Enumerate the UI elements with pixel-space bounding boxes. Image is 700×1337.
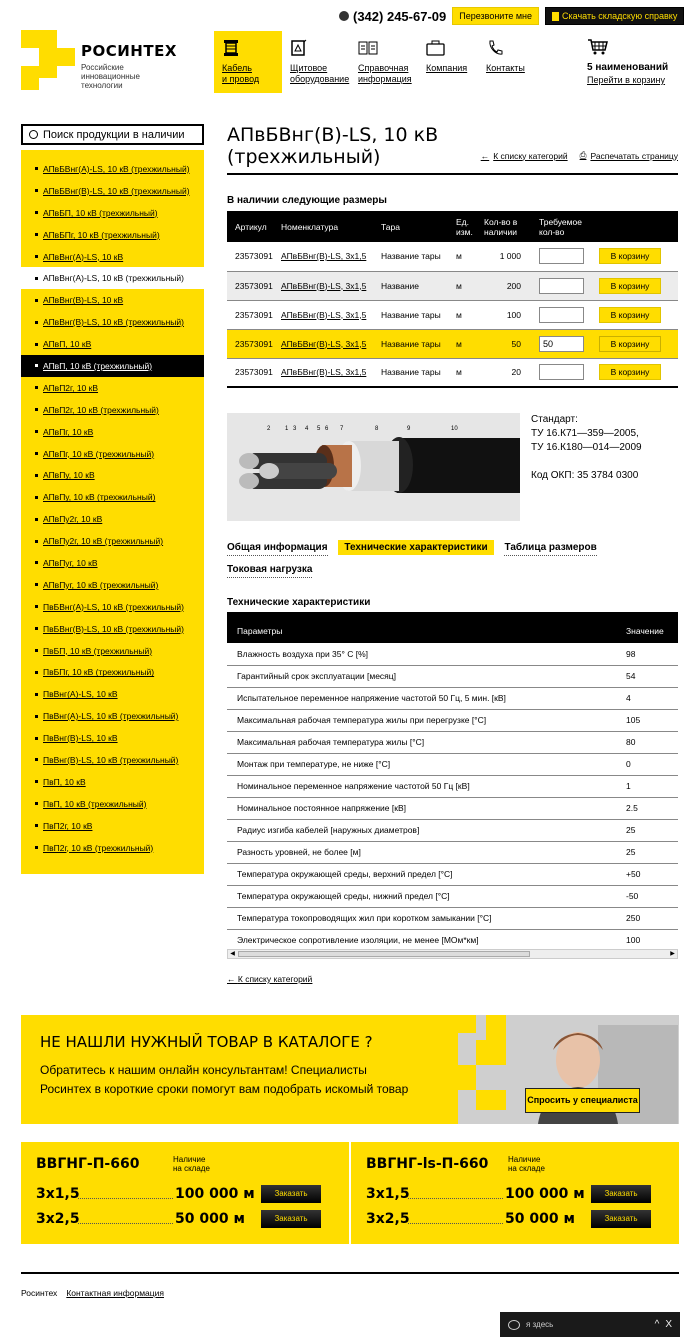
add-to-cart-button[interactable]: В корзину xyxy=(599,248,661,264)
sidebar-item[interactable]: АПвП, 10 кВ xyxy=(21,333,204,355)
tab-general-info[interactable]: Общая информация xyxy=(227,540,328,556)
table-row: Испытательное переменное напряжение частотой 50 Гц, 5 мин. [кВ] 4 xyxy=(227,687,678,709)
main-nav xyxy=(214,31,548,93)
table-row: Номинальное переменное напряжение частотой 50 Гц [кВ] 1 xyxy=(227,775,678,797)
sidebar-item[interactable]: АПвПу2г, 10 кВ xyxy=(21,508,204,530)
product-search-input[interactable]: Поиск продукции в наличии xyxy=(21,124,204,145)
sidebar-item[interactable]: ПвП2г, 10 кВ xyxy=(21,815,204,837)
table-row: 23573091 АПвБВнг(В)-LS, 3х1,5 Название тары м 20 В корзину xyxy=(227,358,678,387)
table-row: Гарантийный срок эксплуатации [месяц] 54 xyxy=(227,665,678,687)
sidebar-item[interactable]: ПвП2г, 10 кВ (трехжильный) xyxy=(21,837,204,859)
product-link[interactable]: АПвБВнг(В)-LS, 3х1,5 xyxy=(281,367,367,378)
logo[interactable] xyxy=(21,30,181,90)
sidebar-item[interactable]: ПвБВнг(В)-LS, 10 кВ (трехжильный) xyxy=(21,618,204,640)
sidebar-item[interactable]: ПвВнг(А)-LS, 10 кВ xyxy=(21,683,204,705)
sidebar-item[interactable]: ПвБПг, 10 кВ (трехжильный) xyxy=(21,661,204,683)
go-to-cart-link[interactable]: Перейти в корзину xyxy=(587,75,666,85)
scroll-left-icon[interactable]: ◀ xyxy=(230,951,235,957)
contact-info-link[interactable]: Контактная информация xyxy=(66,1288,164,1298)
table-row: 23573091 АПвБВнг(В)-LS, 3х1,5 Название тары м 100 В корзину xyxy=(227,300,678,329)
page-title: АПвБВнг(В)-LS, 10 кВ (трехжильный) xyxy=(227,124,439,168)
nav-cable[interactable]: Кабель и провод xyxy=(214,31,282,93)
standards-info: Стандарт: ТУ 16.К71—359—2005, ТУ 16.К180—014—2009 Код ОКП: 35 3784 0300 xyxy=(531,414,642,481)
title-divider xyxy=(227,173,678,175)
cart-count: 5 наименований xyxy=(587,62,669,73)
promo-text: Обратитесь к нашим онлайн консультантам! Специалисты Росинтех в короткие сроки помогут вам подобрать искомый товар xyxy=(40,1063,409,1096)
cart-icon xyxy=(587,38,607,56)
stock-table: Артикул Номенклатура Тара Ед. изм. Кол-во в наличии Требуемое кол-во 23573091 АПвБВнг(В)-LS, 3х1,5 Название тары м 1 000 В корзину 23573091 АПвБВнг(В)-LS, 3х1,5 Название м 200 В корзину 23573091 АПвБВнг(В)-LS, 3х1,5 Название тары м 100 В корзину 23573091 АПвБВнг(В)-LS, 3х1,5 Название тары м 50 50 В корзину 23573091 АПвБВнг(В)-LS, 3х1,5 Название тары м 20 В корзину xyxy=(227,211,678,388)
sidebar-item[interactable]: АПвБВнг(В)-LS, 10 кВ (трехжильный) xyxy=(21,180,204,202)
table-row: Монтаж при температуре, не ниже [°С] 0 xyxy=(227,753,678,775)
arrow-left-icon: ← xyxy=(480,150,490,161)
sidebar-item[interactable]: АПвВнг(А)-LS, 10 кВ xyxy=(21,246,204,268)
phone-number: (342) 245-67-09 xyxy=(339,9,446,24)
product-link[interactable]: АПвБВнг(В)-LS, 3х1,5 xyxy=(281,338,367,349)
stock-box-product-name: ВВГНГ-ls-П-660 xyxy=(366,1156,489,1172)
sidebar-item-current[interactable]: АПвВнг(А)-LS, 10 кВ (трехжильный) xyxy=(21,267,204,289)
briefcase-icon xyxy=(426,39,444,57)
callback-button[interactable]: Перезвоните мне xyxy=(452,7,539,25)
stock-box-1 xyxy=(21,1142,349,1244)
scrollbar-thumb[interactable] xyxy=(238,951,530,957)
ask-specialist-button[interactable]: Спросить у специалиста xyxy=(525,1088,640,1113)
logo-name: РОСИНТЕХ xyxy=(81,42,177,60)
svg-text:8: 8 xyxy=(375,426,379,432)
sidebar-item[interactable]: АПвБП, 10 кВ (трехжильный) xyxy=(21,202,204,224)
sidebar-item-hover[interactable]: АПвП, 10 кВ (трехжильный) xyxy=(21,355,204,377)
printer-icon: ⎙ xyxy=(579,150,587,160)
sidebar-item[interactable]: АПвП2г, 10 кВ (трехжильный) xyxy=(21,399,204,421)
svg-text:7: 7 xyxy=(340,426,344,432)
chat-label: я здесь xyxy=(526,1320,554,1329)
sidebar-item[interactable]: АПвПуг, 10 кВ xyxy=(21,552,204,574)
sidebar-item[interactable]: ПвВнг(А)-LS, 10 кВ (трехжильный) xyxy=(21,705,204,727)
svg-text:2: 2 xyxy=(267,426,271,432)
horizontal-scrollbar[interactable] xyxy=(227,949,678,959)
stock-box-2 xyxy=(351,1142,679,1244)
quantity-input[interactable] xyxy=(539,278,584,294)
stock-box-availability-label: Наличие на складе xyxy=(173,1155,210,1173)
stock-box-product-name: ВВГНГ-П-660 xyxy=(36,1156,140,1172)
table-row: 23573091 АПвБВнг(В)-LS, 3х1,5 Название м 200 В корзину xyxy=(227,271,678,300)
title-actions xyxy=(481,150,678,161)
svg-text:10: 10 xyxy=(451,426,458,432)
stock-box-row: 3х2,5 50 000 м Заказать xyxy=(36,1209,331,1229)
table-row-selected: 23573091 АПвБВнг(В)-LS, 3х1,5 Название тары м 50 50 В корзину xyxy=(227,329,678,358)
cable-cross-section-image xyxy=(227,413,520,521)
nav-company[interactable]: Компания xyxy=(418,31,478,93)
order-button[interactable]: Заказать xyxy=(591,1210,651,1228)
quantity-input[interactable] xyxy=(539,248,584,264)
table-row: Разность уровней, не более [м] 25 xyxy=(227,841,678,863)
table-row: Температура токопроводящих жил при коротком замыкании [°С] 250 xyxy=(227,907,678,929)
back-to-categories-link-bottom[interactable]: ← К списку категорий xyxy=(227,974,313,984)
sidebar-item[interactable]: ПвП, 10 кВ xyxy=(21,771,204,793)
table-row: Максимальная рабочая температура жилы [°С] 80 xyxy=(227,731,678,753)
sidebar-item[interactable]: АПвБВнг(А)-LS, 10 кВ (трехжильный) xyxy=(21,158,204,180)
table-row: Электрическое сопротивление изоляции, не менее [МОм*км] 100 xyxy=(227,929,678,951)
nav-panels[interactable]: Щитовое оборудование xyxy=(282,31,350,93)
promo-title: НЕ НАШЛИ НУЖНЫЙ ТОВАР В КАТАЛОГЕ ? xyxy=(40,1033,373,1051)
svg-text:9: 9 xyxy=(407,426,411,432)
table-row: Максимальная рабочая температура жилы при перегрузке [°С] 105 xyxy=(227,709,678,731)
tech-specs-table: Параметры Значение Влажность воздуха при 35° С [%] 98 Гарантийный срок эксплуатации [месяц] 54 Испытательное переменное напряжение частотой 50 Гц, 5 мин. [кВ] 4 Максимальная рабочая температура жилы при перегрузке [°С] 105 Максимальная рабочая температура жилы [°С] 80 Монтаж при температуре, не ниже [°С] 0 Номинальное переменное напряжение частотой 50 Гц [кВ] 1 Номинальное постоянное напряжение [кВ] 2.5 Радиус изгиба кабелей [наружных диаметров] 25 Разность уровней, не более [м] 25 Температура окружающей среды, верхний предел [°С] +50 Температура окружающей среды, нижний предел [°С] -50 Температура токопроводящих жил при коротком замыкании [°С] 250 Электрическое сопротивление изоляции, не менее [МОм*км] 100 xyxy=(227,612,678,952)
table-row: Температура окружающей среды, верхний предел [°С] +50 xyxy=(227,863,678,885)
table-row: Влажность воздуха при 35° С [%] 98 xyxy=(227,643,678,665)
top-contact-bar xyxy=(339,7,684,25)
sidebar-item[interactable]: АПвВнг(В)-LS, 10 кВ xyxy=(21,289,204,311)
sidebar-item[interactable]: АПвБПг, 10 кВ (трехжильный) xyxy=(21,224,204,246)
sidebar-item[interactable]: АПвПуг, 10 кВ (трехжильный) xyxy=(21,574,204,596)
product-tabs xyxy=(227,540,678,578)
search-icon xyxy=(29,130,38,139)
order-button[interactable]: Заказать xyxy=(261,1210,321,1228)
quantity-input[interactable] xyxy=(539,336,584,352)
footer-brand: Росинтех xyxy=(21,1288,58,1298)
book-icon xyxy=(358,39,376,57)
svg-text:3: 3 xyxy=(293,426,297,432)
table-row: Номинальное постоянное напряжение [кВ] 2.5 xyxy=(227,797,678,819)
sidebar-item[interactable]: АПвПг, 10 кВ xyxy=(21,421,204,443)
footer xyxy=(21,1288,164,1298)
scroll-right-icon[interactable]: ▶ xyxy=(670,951,675,957)
product-link[interactable]: АПвБВнг(В)-LS, 3х1,5 xyxy=(281,280,367,291)
order-button[interactable]: Заказать xyxy=(591,1185,651,1203)
chat-bubble-icon xyxy=(508,1320,520,1330)
arrow-left-icon: ← xyxy=(227,974,238,984)
svg-text:6: 6 xyxy=(325,426,329,432)
add-to-cart-button[interactable]: В корзину xyxy=(599,278,661,294)
logo-subtitle: Российские инновационные технологии xyxy=(81,63,140,90)
print-page-link[interactable]: ⎙ Распечатать страницу xyxy=(579,150,678,161)
stock-heading: В наличии следующие размеры xyxy=(227,195,387,206)
stock-box-row: 3х2,5 50 000 м Заказать xyxy=(366,1209,661,1229)
logo-mark-icon xyxy=(21,30,75,90)
sidebar-item[interactable]: ПвБВнг(А)-LS, 10 кВ (трехжильный) xyxy=(21,596,204,618)
svg-text:1: 1 xyxy=(285,426,289,432)
sidebar-item[interactable]: АПвВнг(В)-LS, 10 кВ (трехжильный) xyxy=(21,311,204,333)
order-button[interactable]: Заказать xyxy=(261,1185,321,1203)
nav-reference[interactable]: Справочная информация xyxy=(350,31,418,93)
add-to-cart-button[interactable]: В корзину xyxy=(599,307,661,323)
table-row: Радиус изгиба кабелей [наружных диаметров] 25 xyxy=(227,819,678,841)
sidebar-item[interactable]: ПвВнг(В)-LS, 10 кВ xyxy=(21,727,204,749)
quantity-input[interactable] xyxy=(539,307,584,323)
phone-handset-icon xyxy=(486,39,504,57)
footer-divider xyxy=(21,1272,679,1274)
quantity-input[interactable] xyxy=(539,364,584,380)
chat-expand-icon[interactable]: ^ xyxy=(654,1319,660,1330)
table-row: 23573091 АПвБВнг(В)-LS, 3х1,5 Название тары м 1 000 В корзину xyxy=(227,242,678,271)
chat-widget[interactable] xyxy=(500,1312,680,1337)
tech-specs-heading: Технические характеристики xyxy=(227,597,371,608)
panel-icon xyxy=(290,39,308,57)
sidebar-item[interactable]: АПвПг, 10 кВ (трехжильный) xyxy=(21,443,204,465)
back-to-categories-link[interactable]: ← К списку категорий xyxy=(480,150,568,161)
sidebar-item[interactable]: ПвБП, 10 кВ (трехжильный) xyxy=(21,640,204,662)
category-sidebar xyxy=(21,150,204,874)
table-row: Температура окружающей среды, нижний предел [°С] -50 xyxy=(227,885,678,907)
sidebar-item[interactable]: АПвПу2г, 10 кВ (трехжильный) xyxy=(21,530,204,552)
cart-summary[interactable] xyxy=(587,38,687,85)
tab-tech-specs[interactable]: Технические характеристики xyxy=(338,540,493,555)
add-to-cart-button[interactable]: В корзину xyxy=(599,336,661,352)
stock-box-row: 3х1,5 100 000 м Заказать xyxy=(366,1184,661,1204)
tab-size-table[interactable]: Таблица размеров xyxy=(504,540,596,556)
nav-contacts[interactable]: Контакты xyxy=(478,31,548,93)
cable-reel-icon xyxy=(222,39,240,57)
tab-current-load[interactable]: Токовая нагрузка xyxy=(227,562,312,578)
chat-close-icon[interactable]: X xyxy=(665,1319,672,1330)
sidebar-item[interactable]: ПвП, 10 кВ (трехжильный) xyxy=(21,793,204,815)
sidebar-item[interactable]: ПвВнг(В)-LS, 10 кВ (трехжильный) xyxy=(21,749,204,771)
phone-icon xyxy=(339,11,349,21)
stock-box-row: 3х1,5 100 000 м Заказать xyxy=(36,1184,331,1204)
download-stock-report-button[interactable]: Скачать складскую справку xyxy=(545,7,684,25)
sidebar-item[interactable]: АПвП2г, 10 кВ xyxy=(21,377,204,399)
product-link[interactable]: АПвБВнг(В)-LS, 3х1,5 xyxy=(281,251,367,262)
add-to-cart-button[interactable]: В корзину xyxy=(599,364,661,380)
sidebar-item[interactable]: АПвПу, 10 кВ (трехжильный) xyxy=(21,486,204,508)
stock-box-availability-label: Наличие на складе xyxy=(508,1155,545,1173)
svg-text:5: 5 xyxy=(317,426,321,432)
sidebar-item[interactable]: АПвПу, 10 кВ xyxy=(21,464,204,486)
product-link[interactable]: АПвБВнг(В)-LS, 3х1,5 xyxy=(281,309,367,320)
svg-text:4: 4 xyxy=(305,426,309,432)
document-icon xyxy=(552,12,559,21)
